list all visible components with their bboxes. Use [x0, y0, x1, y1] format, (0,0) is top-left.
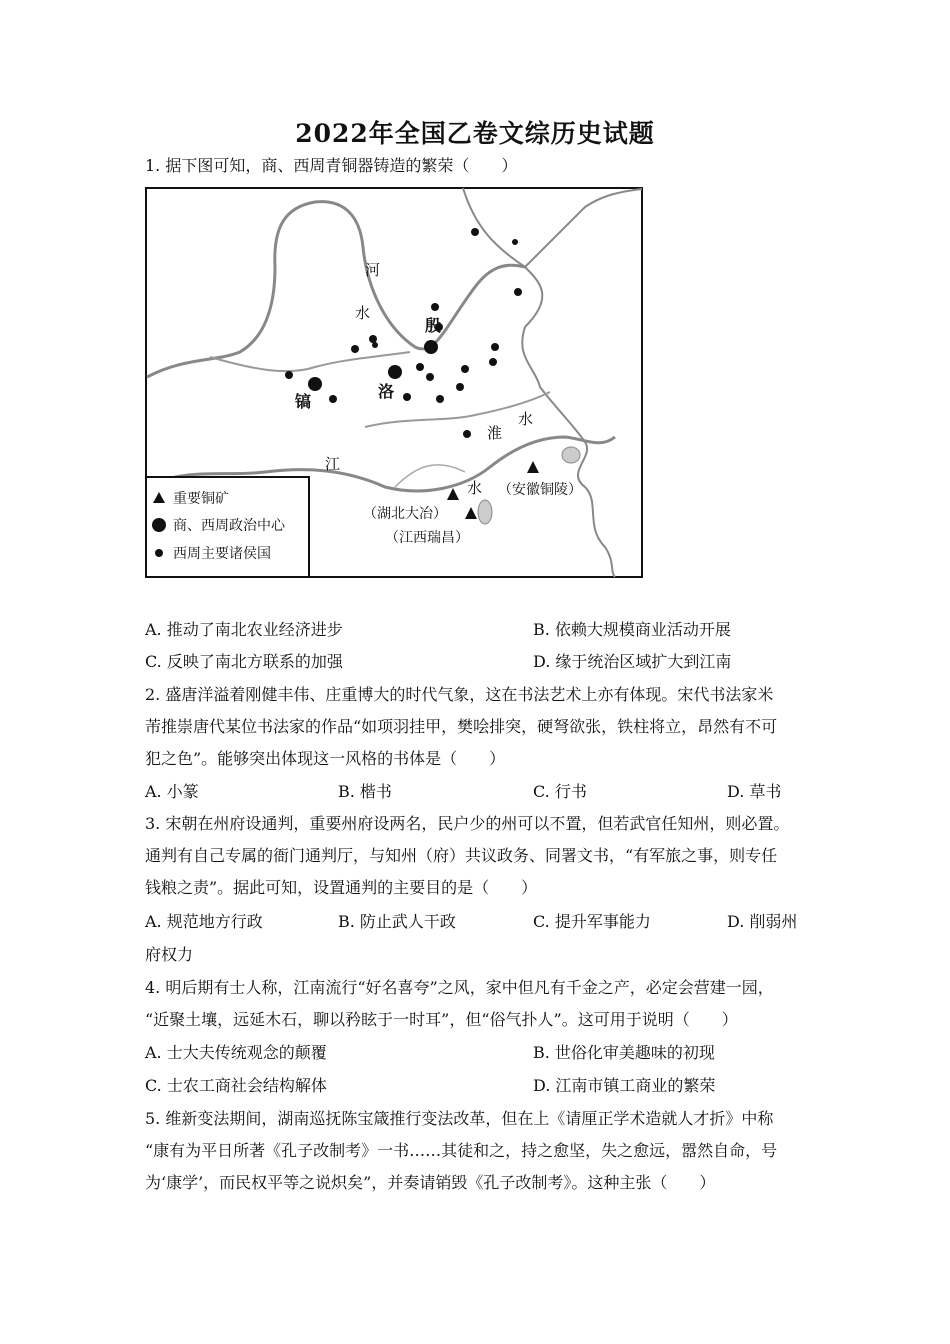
- center-dot-hao: [308, 377, 322, 391]
- vassal-dot: [461, 365, 469, 373]
- center-dot-luo: [388, 365, 402, 379]
- vassal-dot: [329, 395, 337, 403]
- mine-label-tongling: （安徽铜陵）: [498, 482, 582, 498]
- center-label-luo: 洛: [378, 382, 395, 401]
- mine-label-ruichang: （江西瑞昌）: [385, 530, 469, 546]
- page-title: 2022年全国乙卷文综历史试题: [295, 119, 655, 148]
- vassal-dot: [285, 371, 293, 379]
- poyang-lake: [478, 500, 492, 524]
- q2-option-d[interactable]: D. 草书: [727, 782, 782, 801]
- legend-center-label: 商、西周政治中心: [173, 518, 285, 534]
- river-label-huai: 淮: [487, 424, 503, 442]
- q4-option-a[interactable]: A. 士大夫传统观念的颠覆: [145, 1043, 327, 1062]
- q2-option-c[interactable]: C. 行书: [533, 782, 587, 801]
- legend-mine-label: 重要铜矿: [173, 491, 229, 507]
- legend-center-icon: [152, 518, 166, 532]
- vassal-dot: [351, 345, 359, 353]
- vassal-dot: [426, 373, 434, 381]
- question-4-stem-line: “近聚土壤，远延木石，聊以矜眩于一时耳”，但“俗气扑人”。这可用于说明（ ）: [145, 1010, 738, 1029]
- vassal-dot: [463, 430, 471, 438]
- question-5-stem-line: “康有为平日所著《孔子改制考》一书……其徒和之，持之愈坚，失之愈远，嚣然自命，号: [145, 1141, 778, 1160]
- q3-option-a[interactable]: A. 规范地方行政: [145, 912, 263, 931]
- center-dot-yin: [424, 340, 438, 354]
- q1-option-d[interactable]: D. 缘于统治区域扩大到江南: [533, 652, 732, 671]
- river-label-shui-3: 水: [467, 479, 483, 497]
- river-label-shui-2: 水: [518, 410, 534, 428]
- q2-option-b[interactable]: B. 楷书: [338, 782, 392, 801]
- question-1-stem: 1. 据下图可知，商、西周青铜器铸造的繁荣（ ）: [145, 156, 518, 175]
- q3-option-d[interactable]: D. 削弱州: [727, 912, 798, 931]
- question-3-stem-line: 钱粮之责”。据此可知，设置通判的主要目的是（ ）: [145, 878, 538, 897]
- q4-option-d[interactable]: D. 江南市镇工商业的繁荣: [533, 1076, 716, 1095]
- river-label-shui-1: 水: [355, 304, 371, 322]
- question-2-stem-line: 2. 盛唐洋溢着刚健丰伟、庄重博大的时代气象，这在书法艺术上亦有体现。宋代书法家米: [145, 685, 774, 704]
- vassal-dot: [456, 383, 464, 391]
- tai-lake: [562, 447, 580, 463]
- q4-option-b[interactable]: B. 世俗化审美趣味的初现: [533, 1043, 715, 1062]
- vassal-dot: [416, 363, 424, 371]
- q1-option-c[interactable]: C. 反映了南北方联系的加强: [145, 652, 343, 671]
- legend-vassal-icon: [155, 549, 163, 557]
- vassal-dot: [512, 239, 518, 245]
- question-5-stem-line: 为‘康学’，而民权平等之说炽矣”，并奏请销毁《孔子改制考》。这种主张（ ）: [145, 1173, 716, 1192]
- legend-vassal-label: 西周主要诸侯国: [173, 546, 271, 562]
- river-label-he: 河: [365, 261, 381, 279]
- q4-option-c[interactable]: C. 士农工商社会结构解体: [145, 1076, 327, 1095]
- bronze-map: [145, 187, 643, 578]
- q3-option-d-wrap: 府权力: [145, 945, 194, 964]
- vassal-dot: [491, 343, 499, 351]
- q1-option-b[interactable]: B. 依赖大规模商业活动开展: [533, 620, 731, 639]
- vassal-dot: [489, 358, 497, 366]
- vassal-dot: [403, 393, 411, 401]
- vassal-dot: [372, 342, 378, 348]
- question-2-stem-line: 犯之色”。能够突出体现这一风格的书体是（ ）: [145, 749, 506, 768]
- center-label-hao: 镐: [295, 392, 312, 411]
- q3-option-c[interactable]: C. 提升军事能力: [533, 912, 651, 931]
- vassal-dot: [471, 228, 479, 236]
- question-3-stem-line: 3. 宋朝在州府设通判，重要州府设两名，民户少的州可以不置，但若武官任知州，则必置。: [145, 814, 790, 833]
- map-figure: [145, 187, 643, 578]
- mine-label-daye: （湖北大冶）: [363, 506, 447, 522]
- question-5-stem-line: 5. 维新变法期间，湖南巡抚陈宝箴推行变法改革，但在上《请厘正学术造就人才折》中称: [145, 1109, 774, 1128]
- q1-option-a[interactable]: A. 推动了南北农业经济进步: [145, 620, 343, 639]
- q3-option-b[interactable]: B. 防止武人干政: [338, 912, 456, 931]
- question-2-stem-line: 芾推崇唐代某位书法家的作品“如项羽挂甲，樊哙排突，硬弩欲张，铁柱将立，昂然有不可: [145, 717, 778, 736]
- vassal-dot: [431, 303, 439, 311]
- vassal-dot: [436, 395, 444, 403]
- center-label-yin: 殷: [425, 316, 442, 335]
- river-label-jiang: 江: [325, 455, 341, 473]
- question-3-stem-line: 通判有自己专属的衙门通判厅，与知州（府）共议政务、同署文书，“有军旅之事，则专任: [145, 846, 778, 865]
- question-4-stem-line: 4. 明后期有士人称，江南流行“好名喜夸”之风，家中但凡有千金之产，必定会营建一园，: [145, 978, 774, 997]
- vassal-dot: [369, 335, 377, 343]
- q2-option-a[interactable]: A. 小篆: [145, 782, 199, 801]
- vassal-dot: [514, 288, 522, 296]
